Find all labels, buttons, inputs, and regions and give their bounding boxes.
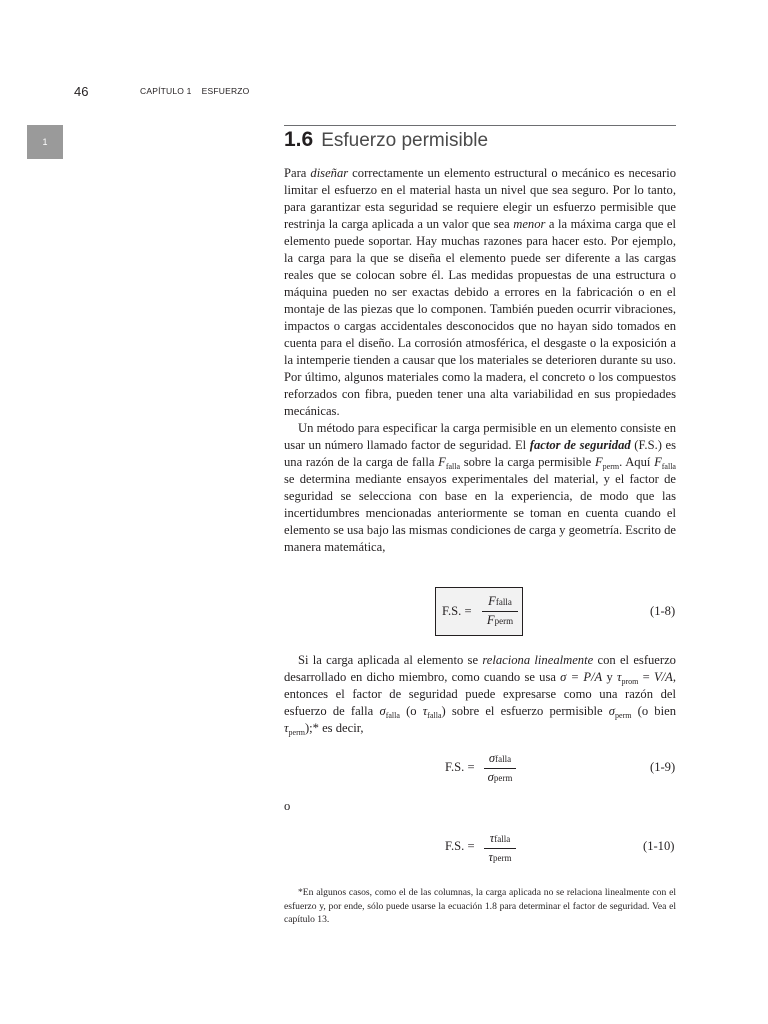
paragraph-1: Para diseñar correctamente un elemento estructural o mecánico es necesario limitar el esfuerzo en el material hasta un nivel que sea seguro. Por lo tanto, para garantizar esta seguridad se requiere elegir un esfuerzo permisible que restrinja la carga aplicada a un valor que sea menor a la máxima carga que el elemento puede soportar. Hay muchas razones para hacer esto. Por ejemplo, la carga para la que se diseña el elemento puede ser diferente a las cargas reales que se colocan sobre él. Las medidas propuestas de una estructura o máquina pueden no ser exactas debido a errores en la fabricación o en el montaje de las piezas que lo componen. También pueden ocurrir vibraciones, impactos o cargas accidentales desconocidos que no hayan sido tomados en cuenta para el diseño. La corrosión atmosférica, el desgaste o la exposición a la intemperie tienden a causar que los materiales se deterioren durante su uso. Por último, algunos materiales como la madera, el concreto o los compuestos reforzados con fibra, pueden tener una alta variabilidad en sus propiedades mecánicas. (284, 166, 676, 418)
equation-label-1-10: (1-10) (643, 839, 675, 853)
section-number: 1.6 (284, 128, 314, 151)
paragraph-3: Si la carga aplicada al elemento se relaciona linealmente con el esfuerzo desarrollado en dicho miembro, como cuando se usa σ = P/A y $\tau_{prom} = V/A$, entonces el factor de seguridad puede expresarse como una razón del esfuerzo de falla $\sigma_{falla}$ (o $\tau_{falla}$) sobre el esfuerzo permisible $\sigma_{perm}$ (o bien $\tau_{perm});*$ es decir, (284, 653, 677, 737)
section-title: Esfuerzo permisible (321, 130, 489, 151)
connector-word: o (284, 799, 291, 813)
running-header (0, 84, 768, 104)
footnote: *En algunos casos, como el de las columnas, la carga aplicada no se relaciona linealmente con el esfuerzo y, por ende, sólo puede usarse la ecuación 1.8 para determinar el factor de seguridad. Vea el capítulo 13. (284, 887, 676, 925)
equation-label-1-9: (1-9) (650, 760, 676, 774)
paragraph-2: Un método para especificar la carga permisible en un elemento consiste en usar un número llamado factor de seguridad. El factor de seguridad (F.S.) es una razón de la carga de falla $F_{falla}$ sobre la carga permisible $F_{perm}$. Aquí $F_{falla}$ se determina mediante ensayos experimentales del material, y el factor de seguridad se selecciona con base en la experiencia, de modo que las incertidumbres mencionadas anteriormente se toman en cuenta cuando el elemento se usa bajo las mismas condiciones de carga y geometría. Escrito de manera matemática, (284, 421, 676, 554)
chapter-tab: 1 (27, 125, 63, 159)
chapter-label: CAPÍTULO 1 (140, 86, 192, 96)
body-text (284, 165, 676, 556)
section-rule (284, 125, 676, 126)
equation-label-1-8: (1-8) (650, 604, 676, 618)
chapter-title: ESFUERZO (201, 86, 250, 96)
chapter-heading (140, 85, 250, 97)
section-heading (284, 128, 488, 152)
page-number: 46 (74, 84, 89, 99)
